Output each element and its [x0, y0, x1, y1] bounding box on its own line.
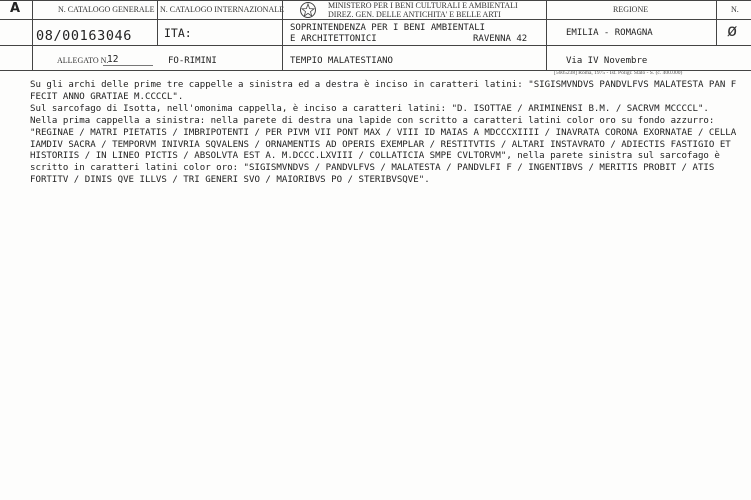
form-col-rule-5 — [716, 0, 717, 45]
international-prefix: ITA: — [164, 26, 192, 40]
ministero-line-1: MINISTERO PER I BENI CULTURALI E AMBIENTALI — [328, 1, 518, 10]
form-row2-rule — [0, 45, 751, 46]
n-catalogo-internazionale-label: N. CATALOGO INTERNAZIONALE — [160, 5, 285, 14]
soprintendenza-line-1: SOPRINTENDENZA PER I BENI AMBIENTALI — [290, 23, 486, 33]
soprintendenza-line-2: E ARCHITETTONICI — [290, 34, 377, 44]
form-col-rule-4 — [546, 0, 547, 70]
form-col-rule-2 — [157, 0, 158, 45]
n-value: ø — [727, 21, 738, 41]
allegato-value: 12 — [107, 54, 119, 65]
paragraph-archi: Su gli archi delle prime tre cappelle a sinistra ed a destra è inciso in caratteri latini: "SIGISMVNDVS PANDVLFVS MALATESTA PAN F FECIT ANNO GRATIAE M.CCCCL". — [30, 80, 742, 102]
form-row1-rule — [0, 19, 751, 20]
soprintendenza-city: RAVENNA 42 — [473, 34, 528, 44]
regione-label: REGIONE — [613, 5, 649, 14]
allegato-label: ALLEGATO N. — [57, 56, 109, 65]
regione-value: EMILIA - ROMAGNA — [566, 28, 653, 38]
location: FO-RIMINI — [168, 56, 217, 66]
paragraph-prima-cappella: Nella prima cappella a sinistra: nella parete di destra una lapide con scritto a caratteri latini color oro su fondo azzurro: "REGINAE / MATRI PIETATIS / IMBRIPOTENTI / PER PIVM VII PONT MAX / VIII ID MAIAS A MDCCCXIIII / INAVRATA CORONA EXORNATAE / CELLA IAMDIV SACRA / TEMPORVM INIVRIA SQVALENS / ORNAMENTIS AD OPERIS EXEMPLAR / RESTITVTIS / ALTARI INSTAVRATO / ADIECTIS FASTIGIO ET HISTORIIS / IN LINEO PICTIS / ABSOLVTA EST A. M.DCCC.LXVIII / COLLATICIA SMPE CVLTORVM", nella parete sinistra sul sarcofago è scritto in caratteri latini color oro: "SIGISMVNDVS / PANDVLFVS / MALATESTA / PANDVLFI F / INGENTIBVS / MERITIS PROBIT / ATIS FORTITV / DINIS QVE ILLVS / TRI GENERI SVO / MAIORIBVS PO / STERIBVSQVE". — [30, 115, 742, 186]
allegato-underline — [103, 65, 153, 66]
form-col-rule-1 — [32, 0, 33, 70]
print-note: [5605238] Roma, 1975 - Ist. Poligr. Stato - S. (c. 400.000) — [554, 70, 683, 76]
monument: TEMPIO MALATESTIANO — [290, 56, 393, 66]
address: Via IV Novembre — [566, 56, 648, 66]
corner-letter: A — [10, 1, 21, 16]
n-catalogo-generale-label: N. CATALOGO GENERALE — [58, 5, 155, 14]
description-text — [30, 80, 742, 187]
catalog-number: 08/00163046 — [36, 28, 133, 44]
paragraph-sarcofago-isotta: Sul sarcofago di Isotta, nell'omonima cappella, è inciso a caratteri latini: "D. ISOTTAE / ARIMINENSI B.M. / SACRVM MCCCCL". — [30, 103, 709, 114]
n-label: N. — [731, 5, 739, 14]
ministero-line-2: DIREZ. GEN. DELLE ANTICHITA' E BELLE ARTI — [328, 10, 501, 19]
emblem-icon — [298, 1, 318, 19]
